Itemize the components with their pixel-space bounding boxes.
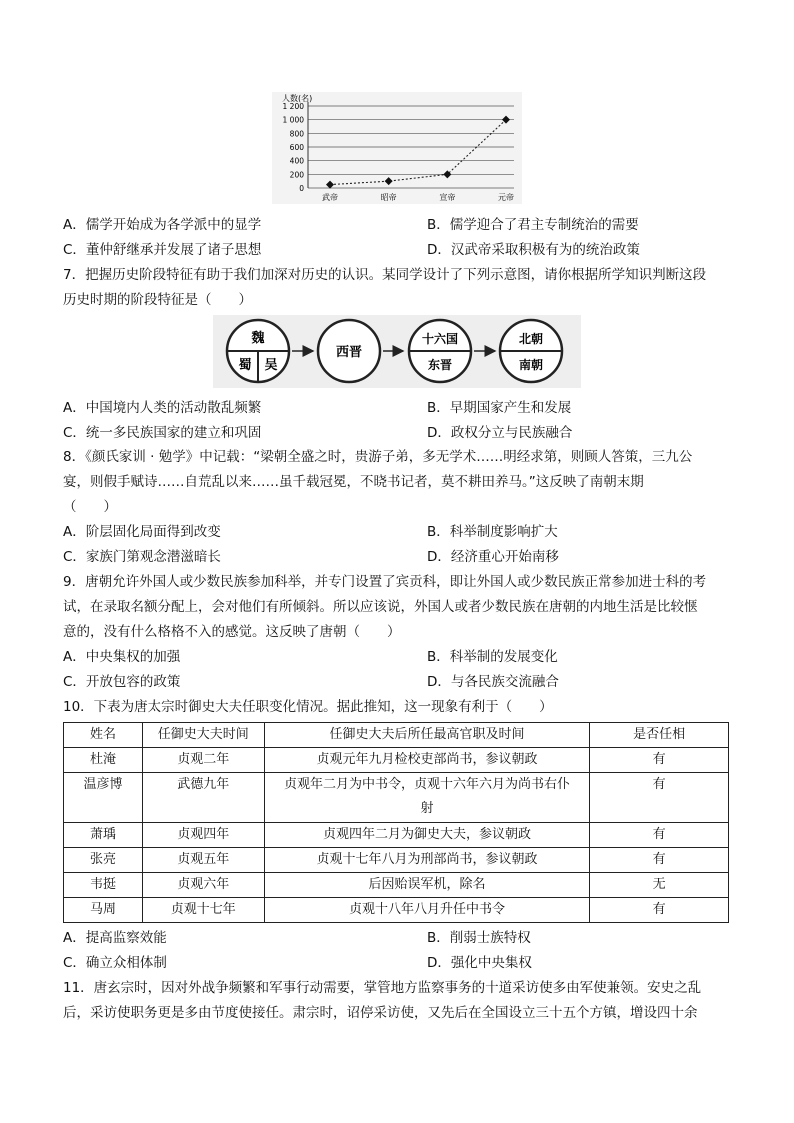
q10-option-c: C．确立众相体制 xyxy=(63,955,167,971)
y-tick-label: 800 xyxy=(289,129,304,139)
table-header-row xyxy=(64,723,729,748)
q7-option-d: D．政权分立与民族融合 xyxy=(427,425,573,441)
table-cell: 贞观十七年 xyxy=(142,898,264,923)
table-header-cell: 任御史大夫时间 xyxy=(142,723,264,748)
q11-stem-line2: 后，采访使职务更是多由节度使接任。肃宗时，诏停采访使，又先后在全国设立三十五个方镇，增设四十余 xyxy=(63,1005,698,1021)
q8-stem-line3: （ ） xyxy=(63,499,117,515)
table-cell-line2: 射 xyxy=(420,801,434,816)
q6-option-c: C．董仲舒继承并发展了诸子思想 xyxy=(63,242,262,258)
label-southern-dynasties: 南朝 xyxy=(518,358,544,372)
data-point xyxy=(502,116,510,124)
q6-option-a: A．儒学开始成为各学派中的显学 xyxy=(63,217,262,233)
table-row xyxy=(64,823,729,848)
q8-option-c: C．家族门第观念潜滋暗长 xyxy=(63,549,221,565)
table-cell: 有 xyxy=(590,898,729,923)
y-tick-label: 1 200 xyxy=(282,102,304,111)
q9-option-d: D．与各民族交流融合 xyxy=(427,674,559,690)
table-row xyxy=(64,848,729,873)
q7-stem-line2: 历史时期的阶段特征是（ ） xyxy=(63,292,252,308)
q9-stem-line2: 试，在录取名额分配上，会对他们有所倾斜。所以应该说，外国人或者少数民族在唐朝的内地生活是比较惬 xyxy=(63,599,698,615)
table-cell: 有 xyxy=(590,748,729,773)
table-cell: 有 xyxy=(590,848,729,873)
table-cell: 贞观四年二月为御史大夫，参议朝政 xyxy=(264,823,589,848)
table-header-cell: 姓名 xyxy=(64,723,143,748)
q8-option-d: D．经济重心开始南移 xyxy=(427,549,559,565)
x-tick-label: 武帝 xyxy=(322,193,338,202)
q7-stem-line1: 7．把握历史阶段特征有助于我们加深对历史的认识。某同学设计了下列示意图，请你根据所学知识判断这段 xyxy=(63,267,707,283)
label-eastern-jin: 东晋 xyxy=(427,358,453,372)
q9-option-c: C．开放包容的政策 xyxy=(63,674,181,690)
q11-stem-line1: 11．唐玄宗时，因对外战争频繁和军事行动需要，掌管地方监察事务的十道采访使多由军使兼领。安史之乱 xyxy=(63,980,702,996)
table-cell: 有 xyxy=(590,773,729,823)
q6-option-b: B．儒学迎合了君主专制统治的需要 xyxy=(427,217,639,233)
table-cell: 贞观二年 xyxy=(142,748,264,773)
q10-option-d: D．强化中央集权 xyxy=(427,955,532,971)
table-cell: 贞观六年 xyxy=(142,873,264,898)
x-tick-label: 宣帝 xyxy=(439,193,456,202)
y-tick-label: 600 xyxy=(289,143,304,152)
table-cell: 贞观五年 xyxy=(142,848,264,873)
q9-option-a: A．中央集权的加强 xyxy=(63,649,181,665)
label-sixteen-kingdoms: 十六国 xyxy=(421,332,459,346)
y-tick-label: 1 000 xyxy=(282,115,304,125)
q6-option-d: D．汉武帝采取积极有为的统治政策 xyxy=(427,242,640,258)
table-cell: 萧瑀 xyxy=(64,823,143,848)
table-cell-line1: 贞观年二月为中书令，贞观十六年六月为尚书右仆 xyxy=(283,777,570,792)
table-cell: 韦挺 xyxy=(64,873,143,898)
table-cell: 温彦博 xyxy=(64,773,143,823)
x-tick-label: 元帝 xyxy=(498,193,514,202)
chart-svg xyxy=(272,92,522,204)
y-tick-label: 400 xyxy=(289,156,304,166)
table-cell: 马周 xyxy=(64,898,143,923)
q7-option-a: A．中国境内人类的活动散乱频繁 xyxy=(63,400,262,416)
q8-stem-line2: 宴，则假手赋诗……自荒乱以来……虽千载冠冕，不晓书记者，莫不耕田养马。”这反映了南朝末期 xyxy=(63,474,644,490)
y-tick-label: 200 xyxy=(289,170,304,180)
table-row xyxy=(64,873,729,898)
label-wei: 魏 xyxy=(251,331,265,346)
q10-option-b: B．削弱士族特权 xyxy=(427,930,531,946)
label-wu: 吴 xyxy=(264,358,278,373)
q8-stem-line1: 8．《颜氏家训 · 勉学》中记载：“梁朝全盛之时，贵游子弟，多无学术……明经求第，则顾人答策，三九公 xyxy=(63,449,693,465)
q7-option-b: B．早期国家产生和发展 xyxy=(427,400,572,416)
data-point xyxy=(385,177,393,185)
label-western-jin: 西晋 xyxy=(335,345,363,360)
table-cell: 后因贻误军机，除名 xyxy=(264,873,589,898)
y-axis-label: 人数(名) xyxy=(282,94,313,103)
y-tick-label: 0 xyxy=(299,184,304,193)
table-cell: 贞观十七年八月为刑部尚书，参议朝政 xyxy=(264,848,589,873)
q9-stem-line3: 意的，没有什么格格不入的感觉。这反映了唐朝（ ） xyxy=(63,624,401,640)
label-shu: 蜀 xyxy=(238,358,252,373)
table-cell xyxy=(264,773,589,823)
censor-appointments-table xyxy=(63,722,729,923)
q8-option-a: A．阶层固化局面得到改变 xyxy=(63,524,221,540)
data-point xyxy=(326,181,334,189)
table-cell: 杜淹 xyxy=(64,748,143,773)
table-cell: 有 xyxy=(590,823,729,848)
q9-stem-line1: 9．唐朝允许外国人或少数民族参加科举，并专门设置了宾贡科，即让外国人或少数民族正常参加进士科的考 xyxy=(63,574,707,590)
x-tick-label: 昭帝 xyxy=(380,193,397,202)
label-northern-dynasties: 北朝 xyxy=(518,332,544,346)
q10-stem: 10．下表为唐太宗时御史大夫任职变化情况。据此推知，这一现象有利于（ ） xyxy=(63,699,553,715)
table-header-cell: 是否任相 xyxy=(590,723,729,748)
table-cell: 无 xyxy=(590,873,729,898)
table-cell: 武德九年 xyxy=(142,773,264,823)
q9-option-b: B．科举制的发展变化 xyxy=(427,649,558,665)
table-cell: 贞观十八年八月升任中书令 xyxy=(264,898,589,923)
table-row xyxy=(64,898,729,923)
table-row xyxy=(64,748,729,773)
table-cell: 贞观四年 xyxy=(142,823,264,848)
dynasty-timeline-diagram xyxy=(213,315,581,388)
table-row xyxy=(64,773,729,823)
table-cell: 张亮 xyxy=(64,848,143,873)
q10-option-a: A．提高监察效能 xyxy=(63,930,167,946)
table-header-cell: 任御史大夫后所任最高官职及时间 xyxy=(264,723,589,748)
timeline-svg xyxy=(213,315,581,388)
student-count-line-chart xyxy=(272,92,522,204)
table-cell: 贞观元年九月检校吏部尚书，参议朝政 xyxy=(264,748,589,773)
q7-option-c: C．统一多民族国家的建立和巩固 xyxy=(63,425,262,441)
q8-option-b: B．科举制度影响扩大 xyxy=(427,524,558,540)
series-line xyxy=(330,120,506,185)
